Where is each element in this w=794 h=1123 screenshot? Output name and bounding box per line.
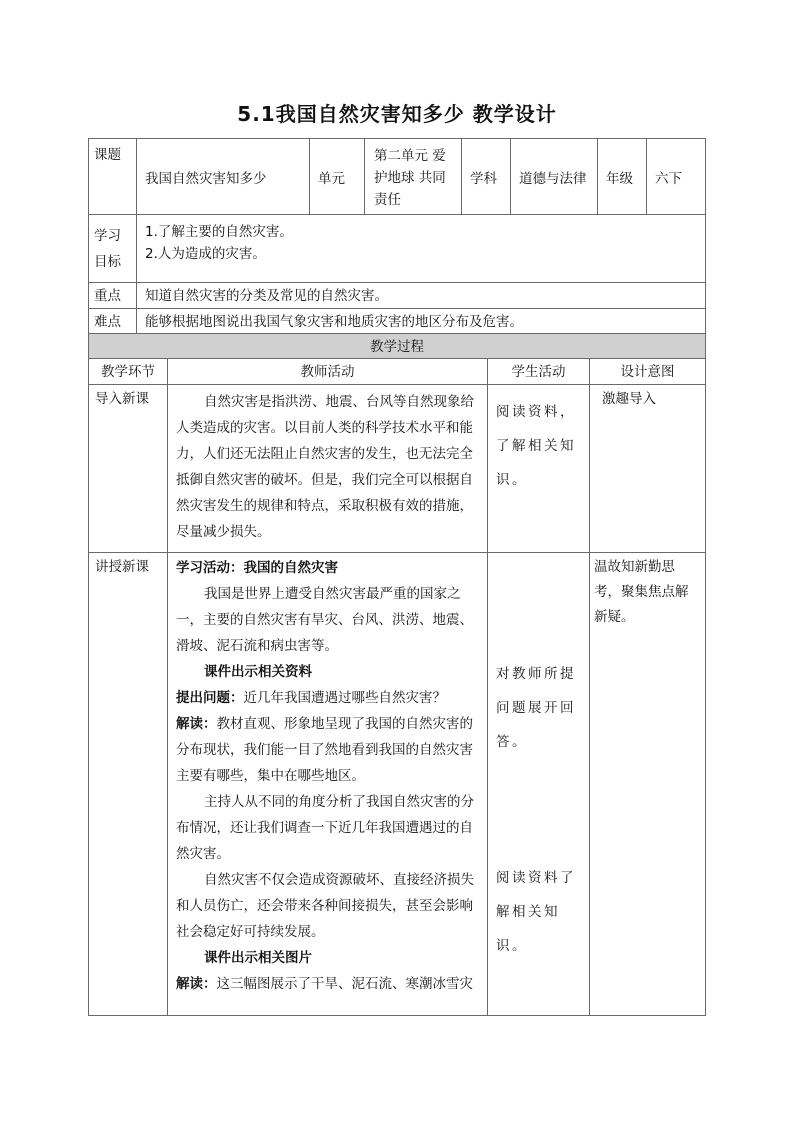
- reading-paragraph: [176, 711, 479, 789]
- goal-value-cell: [136, 214, 706, 283]
- difficulty-value-cell: [136, 308, 706, 334]
- row1-student-cell: [487, 384, 590, 553]
- row2-teacher-cell: [167, 552, 488, 1016]
- page-title: 5.1我国自然灾害知多少 教学设计: [237, 102, 557, 126]
- difficulty-label-cell: [88, 308, 137, 334]
- key-value-cell: [136, 282, 706, 309]
- row1-intent: 激趣导入: [602, 391, 656, 407]
- unit-value: 第二单元 爱护地球 共同责任: [374, 148, 446, 208]
- reading2-paragraph: [176, 971, 479, 997]
- process-header-label: 教学过程: [370, 339, 424, 355]
- row1-stage: 导入新课: [95, 391, 149, 407]
- row2-intent: 温故知新勤思考，聚集焦点解新疑。: [594, 559, 689, 625]
- row1-student-text: 阅读资料，了解相关知识。: [496, 404, 576, 488]
- col-intent-label: 设计意图: [620, 364, 675, 380]
- lesson-label: 课题: [94, 147, 121, 163]
- goal-label: 学习目标: [94, 228, 121, 270]
- goal-item-2: 2.人为造成的灾害。: [145, 246, 266, 262]
- col-student-label: 学生活动: [511, 364, 566, 380]
- subject-label-cell: [461, 138, 511, 215]
- grade-value-cell: [646, 138, 706, 215]
- row2-paragraph-1: 我国是世界上遭受自然灾害最严重的国家之一，主要的自然灾害有旱灾、台风、洪涝、地震、滑坡、泥石流和病虫害等。: [176, 586, 473, 654]
- col-stage-header: [88, 358, 168, 385]
- row2-intent-cell: [589, 552, 706, 1016]
- subject-label: 学科: [470, 171, 497, 187]
- row2-stage-cell: [88, 552, 168, 1016]
- key-label-cell: [88, 282, 137, 309]
- activity-title: 学习活动：我国的自然灾害: [176, 560, 338, 576]
- question-line: [176, 685, 479, 711]
- difficulty-label: 难点: [94, 314, 121, 330]
- reading-label: 解读：: [176, 716, 217, 732]
- question-label: 提出问题：: [176, 690, 244, 706]
- row2-student-text-1: 对教师所提问题展开回答。: [496, 666, 576, 750]
- lesson-value-cell: [136, 138, 310, 215]
- col-student-header: [487, 358, 590, 385]
- grade-label-cell: [597, 138, 647, 215]
- goal-item-1: 1.了解主要的自然灾害。: [145, 224, 293, 240]
- reading2-text: 这三幅图展示了干旱、泥石流、寒潮冰雪灾: [216, 976, 473, 992]
- unit-value-cell: [364, 138, 462, 215]
- subject-value: 道德与法律: [519, 171, 587, 187]
- difficulty-value: 能够根据地图说出我国气象灾害和地质灾害的地区分布及危害。: [145, 314, 523, 330]
- row2-paragraph-2: 主持人从不同的角度分析了我国自然灾害的分布情况，还让我们调查一下近几年我国遭遇过的自然灾害。: [176, 794, 474, 862]
- row1-teacher-cell: [167, 384, 488, 553]
- row1-teacher-text: 自然灾害是指洪涝、地震、台风等自然现象给人类造成的灾害。以目前人类的科学技术水平和能力，人们还无法阻止自然灾害的发生，也无法完全抵御自然灾害的破坏。但是，我们完全可以根据自然灾害发生的规律和特点，采取积极有效的措施，尽量减少损失。: [176, 394, 474, 540]
- reading-text: 教材直观、形象地呈现了我国的自然灾害的分布现状，我们能一目了然地看到我国的自然灾害主要有哪些，集中在哪些地区。: [176, 716, 473, 784]
- col-stage-label: 教学环节: [101, 364, 155, 380]
- courseware-heading-2: 课件出示相关图片: [204, 950, 312, 966]
- row2-paragraph-3: 自然灾害不仅会造成资源破坏、直接经济损失和人员伤亡，还会带来各种间接损失，甚至会影响社会稳定好可持续发展。: [176, 872, 474, 940]
- row2-stage: 讲授新课: [95, 559, 149, 575]
- unit-label-cell: [309, 138, 365, 215]
- grade-value: 六下: [655, 171, 682, 187]
- question-text: 近几年我国遭遇过哪些自然灾害？: [243, 690, 446, 706]
- goal-label-cell: [88, 214, 137, 283]
- courseware-heading-1: 课件出示相关资料: [204, 664, 312, 680]
- col-teacher-header: [167, 358, 488, 385]
- lesson-label-cell: [88, 138, 137, 215]
- row2-student-cell: [487, 552, 590, 1016]
- reading2-label: 解读：: [176, 976, 217, 992]
- key-label: 重点: [94, 288, 121, 304]
- row2-student-text-2: 阅读资料了解相关知识。: [496, 870, 576, 954]
- subject-value-cell: [510, 138, 598, 215]
- unit-label: 单元: [318, 171, 345, 187]
- row1-intent-cell: [589, 384, 706, 553]
- process-header: [88, 333, 706, 359]
- lesson-value: 我国自然灾害知多少: [145, 171, 267, 187]
- key-value: 知道自然灾害的分类及常见的自然灾害。: [145, 288, 388, 304]
- row1-stage-cell: [88, 384, 168, 553]
- col-intent-header: [589, 358, 706, 385]
- col-teacher-label: 教师活动: [300, 364, 355, 380]
- grade-label: 年级: [606, 171, 633, 187]
